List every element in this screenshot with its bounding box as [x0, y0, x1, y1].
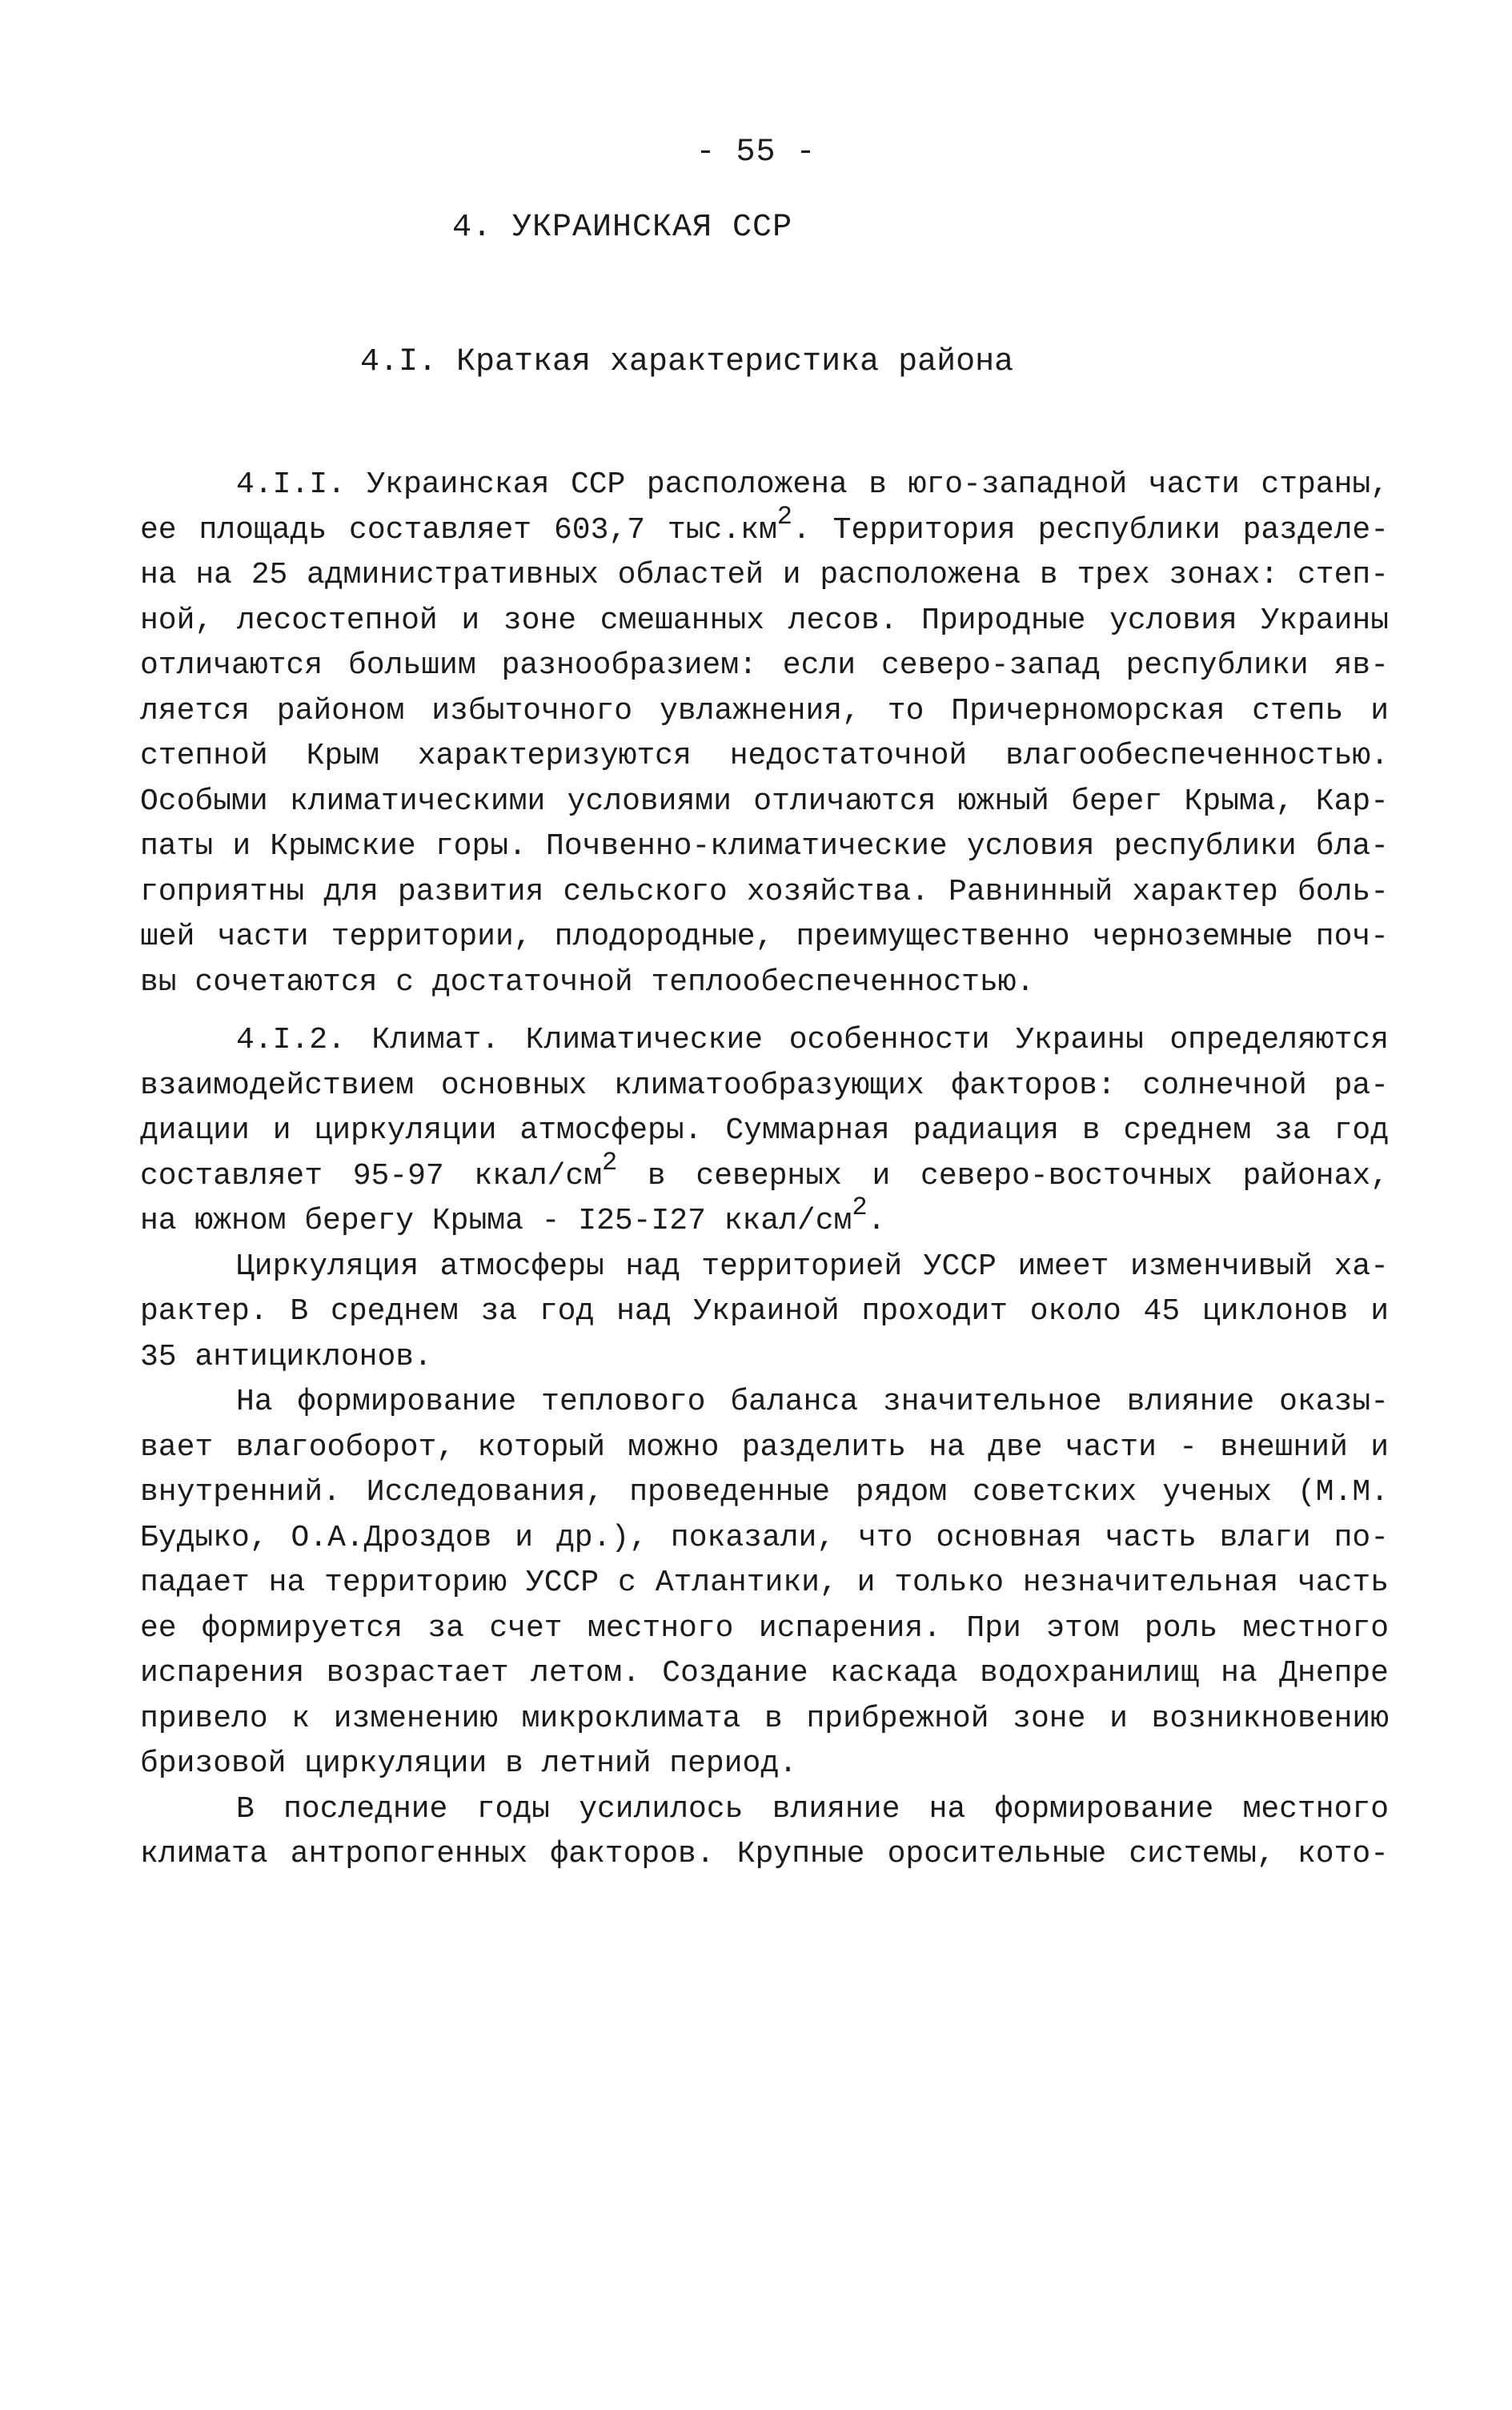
- text-line: степной Крым характеризуются недостаточной влагообеспеченностью.: [140, 739, 1389, 773]
- superscript: 2: [852, 1193, 868, 1223]
- text-line: вы сочетаются с достаточной теплообеспеченностью.: [140, 964, 1035, 1000]
- text-line: ляется районом избыточного увлажнения, то Причерноморская степь и: [140, 693, 1389, 728]
- text-line: климата антропогенных факторов. Крупные оросительные системы, кото-: [140, 1837, 1389, 1871]
- body-text: [140, 463, 1389, 1878]
- text-line: Будыко, О.А.Дроздов и др.), показали, что основная часть влаги по-: [140, 1520, 1389, 1555]
- text-line: отличаются большим разнообразием: если северо-запад республики яв-: [140, 648, 1389, 683]
- text-line: паты и Крымские горы. Почвенно-климатические условия республики бла-: [140, 829, 1389, 864]
- section-title: 4.I. Краткая характеристика района: [360, 344, 1014, 380]
- chapter-title: 4. УКРАИНСКАЯ ССР: [452, 210, 793, 246]
- text-line: В последние годы усилилось влияние на формирование местного: [236, 1791, 1389, 1827]
- text-line: 4.I.I. Украинская ССР расположена в юго-западной части страны,: [236, 467, 1389, 502]
- text-segment: в северных и северо-восточных районах,: [617, 1158, 1389, 1193]
- text-line: привело к изменению микроклимата в прибрежной зоне и возникновению: [140, 1701, 1389, 1736]
- text-line: вает влагооборот, который можно разделить на две части - внешний и: [140, 1430, 1389, 1465]
- text-line: [140, 1193, 1389, 1245]
- text-segment: . Территория республики разделе-: [792, 512, 1390, 547]
- page-number: - 55 -: [696, 134, 816, 170]
- superscript: 2: [776, 501, 792, 531]
- text-line: испарения возрастает летом. Создание каскада водохранилищ на Днепре: [140, 1656, 1389, 1690]
- text-line: диации и циркуляции атмосферы. Суммарная радиация в среднем за год: [140, 1113, 1389, 1148]
- paragraph-gap: [140, 1005, 1389, 1018]
- text-line: 35 антициклонов.: [140, 1339, 432, 1374]
- text-line: гоприятны для развития сельского хозяйства. Равнинный характер боль-: [140, 874, 1389, 909]
- text-line: Циркуляция атмосферы над территорией УССР имеет изменчивый ха-: [236, 1249, 1389, 1284]
- text-line: На формирование теплового баланса значительное влияние оказы-: [236, 1385, 1389, 1419]
- text-line: падает на территорию УССР с Атлантики, и только незначительная часть: [140, 1566, 1389, 1600]
- text-segment: на южном берегу Крыма - I25-I27 ккал/см: [140, 1204, 852, 1238]
- text-segment: ее площадь составляет 603,7 тыс.км: [140, 512, 777, 547]
- text-segment: .: [867, 1204, 886, 1238]
- text-line: шей части территории, плодородные, преимущественно черноземные поч-: [140, 920, 1389, 954]
- text-line: 4.I.2. Климат. Климатические особенности Украины определяются: [236, 1023, 1389, 1057]
- text-line: взаимодействием основных климатообразующих факторов: солнечной ра-: [140, 1068, 1389, 1103]
- text-line: [140, 501, 1390, 554]
- text-line: бризовой циркуляции в летний период.: [140, 1746, 797, 1781]
- text-line: рактер. В среднем за год над Украиной проходит около 45 циклонов и: [140, 1294, 1389, 1329]
- superscript: 2: [602, 1147, 618, 1177]
- text-line: на на 25 административных областей и расположена в трех зонах: степ-: [140, 558, 1389, 592]
- text-line: [140, 1147, 1389, 1200]
- text-line: Особыми климатическими условиями отличаются южный берег Крыма, Кар-: [140, 784, 1389, 819]
- text-line: ной, лесостепной и зоне смешанных лесов. Природные условия Украины: [140, 603, 1389, 638]
- text-line: ее формируется за счет местного испарения. При этом роль местного: [140, 1610, 1389, 1646]
- text-line: внутренний. Исследования, проведенные рядом советских ученых (М.М.: [140, 1475, 1389, 1510]
- text-segment: составляет 95-97 ккал/см: [140, 1158, 603, 1193]
